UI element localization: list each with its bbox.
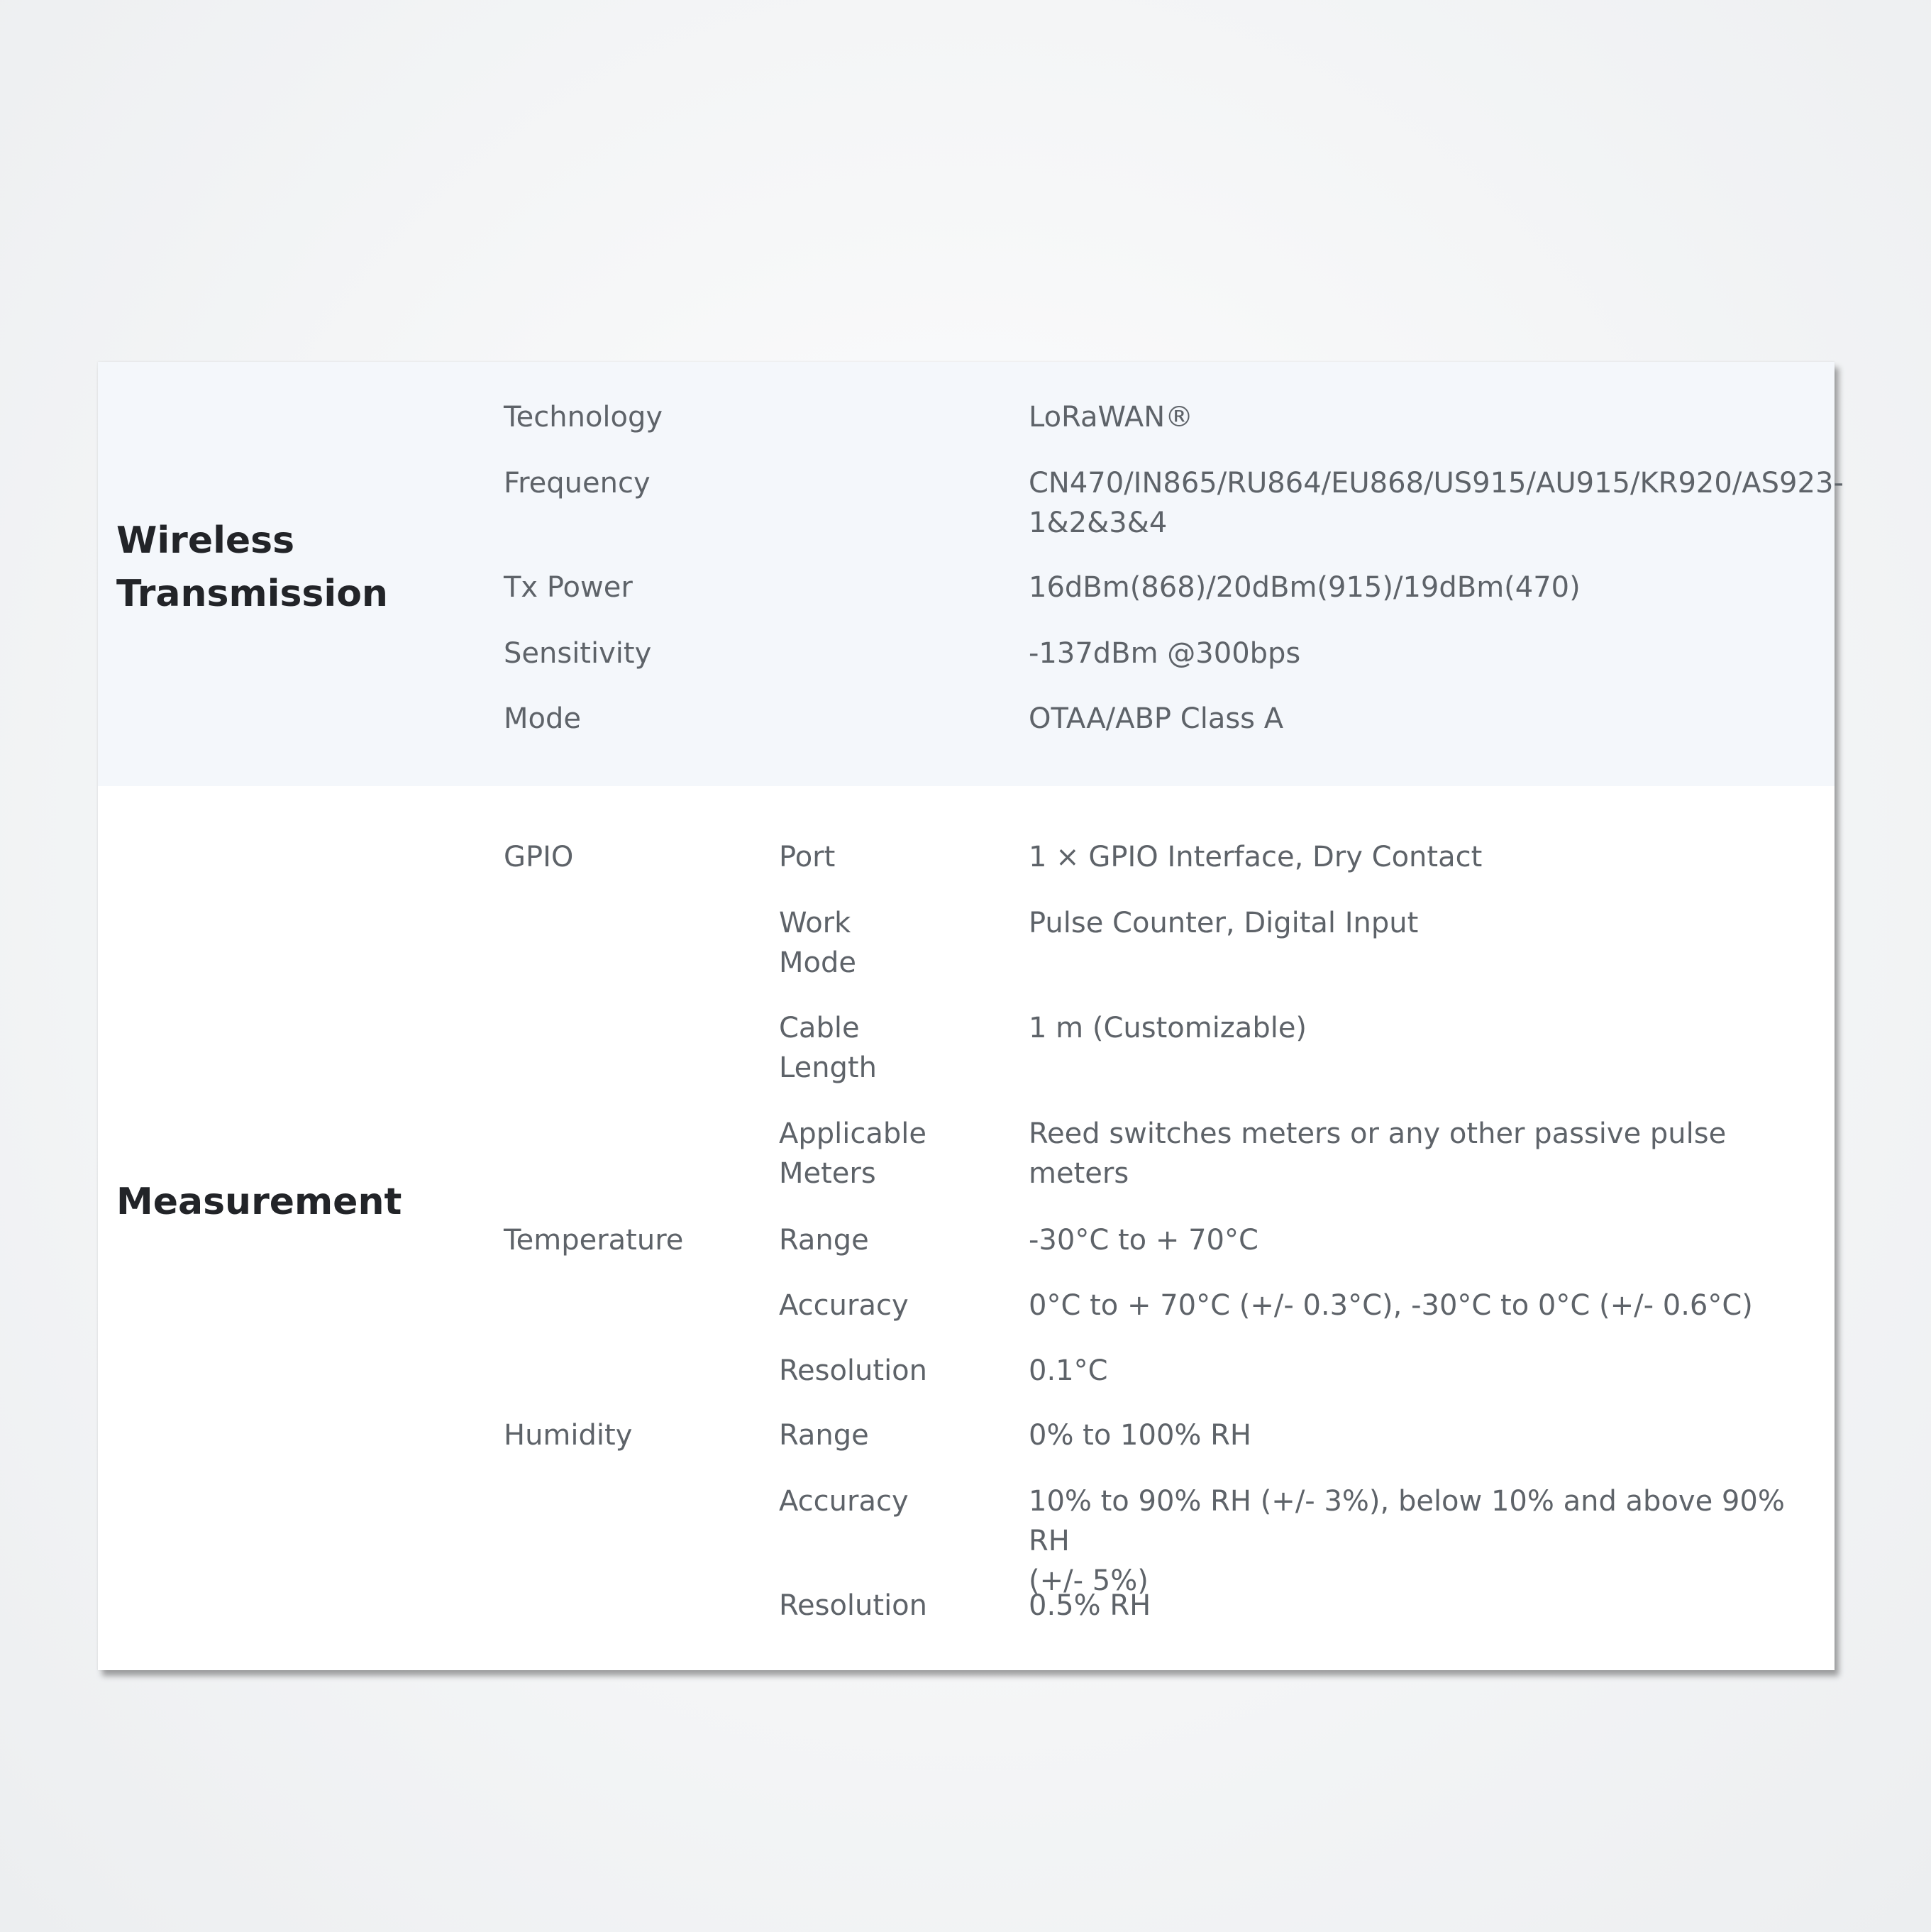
spec-value-technology: LoRaWAN®	[1029, 401, 1194, 434]
value-gpio-cable-length: 1 m (Customizable)	[1029, 1012, 1307, 1044]
param-gpio-port: Port	[779, 841, 836, 873]
param-temperature-resolution: Resolution	[779, 1354, 928, 1387]
value-gpio-port: 1 × GPIO Interface, Dry Contact	[1029, 841, 1483, 873]
param-humidity-range: Range	[779, 1419, 869, 1452]
param-gpio-work-mode: Work Mode	[779, 907, 856, 979]
param-temperature-range: Range	[779, 1224, 869, 1257]
value-temperature-range: -30°C to + 70°C	[1029, 1224, 1258, 1257]
value-humidity-resolution: 0.5% RH	[1029, 1589, 1151, 1622]
param-gpio-applicable-meters: Applicable Meters	[779, 1117, 926, 1190]
value-gpio-applicable-meters: Reed switches meters or any other passive pulse meters	[1029, 1117, 1727, 1190]
value-humidity-range: 0% to 100% RH	[1029, 1419, 1251, 1452]
param-humidity-resolution: Resolution	[779, 1589, 928, 1622]
group-label-temperature: Temperature	[504, 1224, 684, 1257]
spec-label-frequency: Frequency	[504, 467, 651, 499]
param-temperature-accuracy: Accuracy	[779, 1289, 909, 1322]
spec-value-frequency: CN470/IN865/RU864/EU868/US915/AU915/KR920/AS923- 1&2&3&4	[1029, 467, 1844, 539]
value-temperature-accuracy: 0°C to + 70°C (+/- 0.3°C), -30°C to 0°C (+/- 0.6°C)	[1029, 1289, 1753, 1322]
spec-table	[98, 362, 1844, 1670]
wireless-transmission-section	[98, 362, 1844, 786]
value-gpio-work-mode: Pulse Counter, Digital Input	[1029, 907, 1419, 939]
spec-label-sensitivity: Sensitivity	[504, 637, 652, 670]
category-measurement: Measurement	[116, 1181, 402, 1223]
spec-value-tx-power: 16dBm(868)/20dBm(915)/19dBm(470)	[1029, 571, 1581, 604]
spec-value-mode: OTAA/ABP Class A	[1029, 702, 1284, 735]
spec-label-mode: Mode	[504, 702, 581, 735]
spec-label-tx-power: Tx Power	[504, 571, 633, 604]
param-humidity-accuracy: Accuracy	[779, 1485, 909, 1518]
measurement-section	[98, 786, 1835, 1670]
param-gpio-cable-length: Cable Length	[779, 1012, 877, 1084]
group-label-humidity: Humidity	[504, 1419, 633, 1452]
spec-value-sensitivity: -137dBm @300bps	[1029, 637, 1301, 670]
category-wireless-transmission: Wireless Transmission	[116, 519, 388, 615]
value-humidity-accuracy: 10% to 90% RH (+/- 3%), below 10% and above 90% RH (+/- 5%)	[1029, 1485, 1785, 1597]
spec-label-technology: Technology	[504, 401, 663, 434]
group-label-gpio: GPIO	[504, 841, 574, 873]
value-temperature-resolution: 0.1°C	[1029, 1354, 1108, 1387]
